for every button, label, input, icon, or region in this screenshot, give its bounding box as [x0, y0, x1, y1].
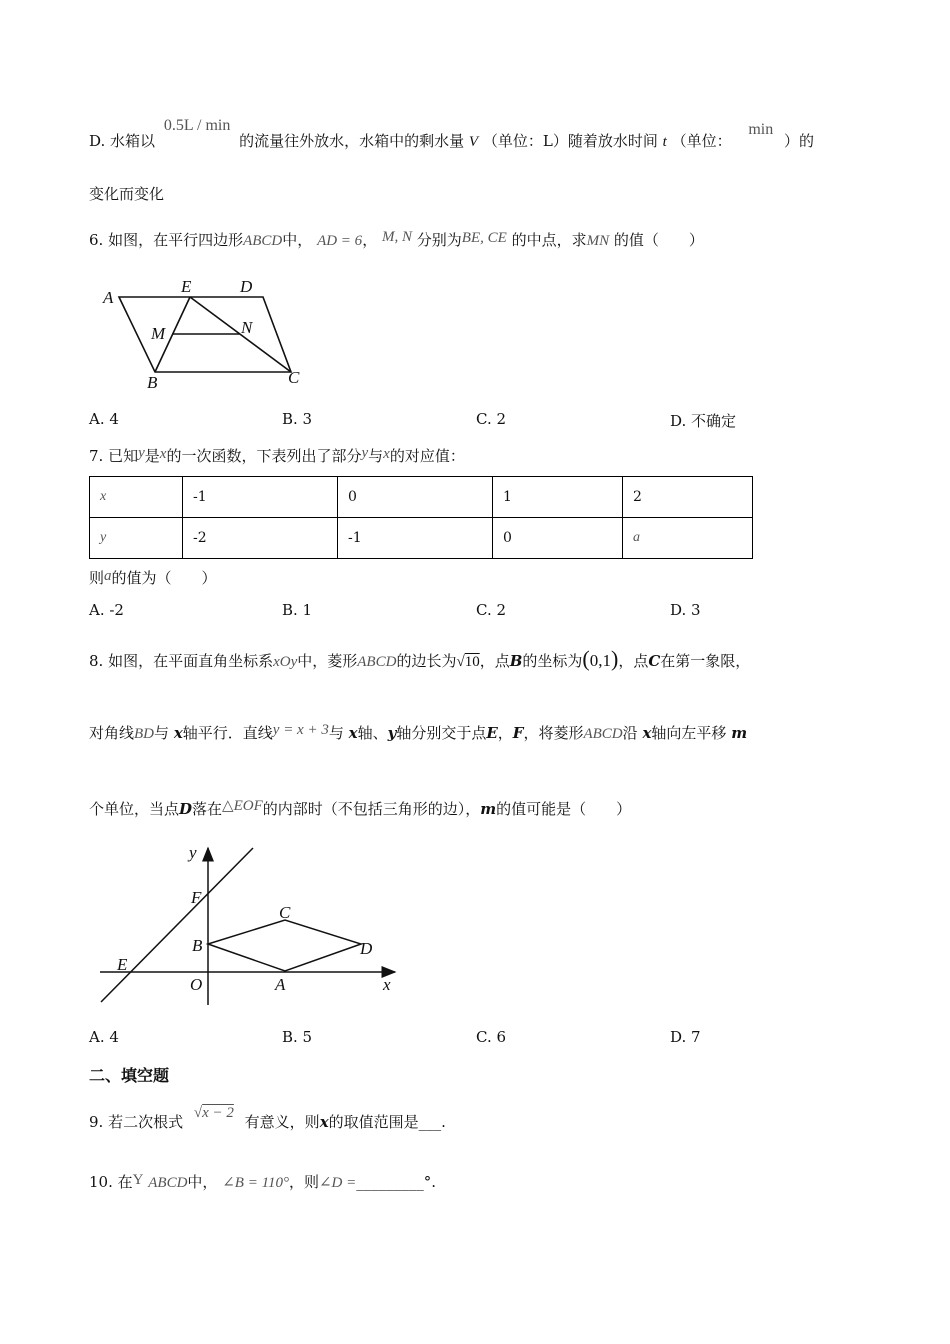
- q5-d-prefix: D. 水箱以: [89, 132, 156, 150]
- q5-d-end: ）的: [784, 132, 815, 150]
- label-n: N: [241, 318, 253, 337]
- q8-option-d[interactable]: D. 7: [670, 1028, 701, 1046]
- q8-l2c: 轴平行．直线: [182, 724, 273, 742]
- q9-stem: [89, 1105, 446, 1132]
- q7-text5: 的对应值：: [389, 447, 465, 465]
- q8-l2b: 与: [154, 724, 170, 742]
- q6-text6: 的值（ ）: [613, 231, 704, 249]
- section-fill-in-blank-title: 二、填空题: [89, 1066, 170, 1085]
- q7-ask: [89, 567, 217, 588]
- label-e: E: [181, 277, 192, 296]
- q5-d-mid: 的流量往外放水，水箱中的剩水量: [239, 132, 465, 150]
- x-cell: -1: [183, 477, 338, 518]
- q8-l2i: 轴向左平移: [651, 724, 727, 742]
- q6-option-d[interactable]: D. 不确定: [670, 412, 737, 430]
- label-d: D: [360, 939, 373, 958]
- unit-min: min: [748, 121, 774, 138]
- q7-y: y: [138, 445, 145, 461]
- q6-option-c[interactable]: C. 2: [476, 410, 507, 428]
- q8-x-2: x: [348, 724, 358, 742]
- label-d: D: [240, 277, 253, 296]
- y-cell: 0: [493, 518, 623, 559]
- q8-l3c: 的内部时（不包括三角形的边），: [262, 800, 481, 818]
- q7-a: a: [104, 568, 112, 584]
- q8-stem-line3: [89, 798, 631, 819]
- var-t: t: [662, 134, 667, 150]
- q7-y-2: y: [361, 445, 369, 461]
- q8-l3d: 的值可能是（ ）: [496, 800, 632, 818]
- sqrt-10-radicand: 10: [464, 654, 480, 670]
- coordinate-b: (0,1): [582, 646, 619, 671]
- rhombus-abcd: [208, 920, 361, 971]
- q8-l2f: 轴分别交于点: [396, 724, 487, 742]
- q6-text1: 6. 如图，在平行四边形: [89, 231, 244, 249]
- q6-mn: MN: [586, 233, 610, 249]
- coordinate-b-value: 0,1: [589, 651, 611, 670]
- q8-triangle-eof: △EOF: [222, 798, 263, 814]
- q9-text2: 有意义，则: [244, 1113, 320, 1131]
- q7-value-table: [89, 476, 753, 559]
- q6-option-b[interactable]: B. 3: [282, 410, 313, 428]
- q8-l3b: 落在: [192, 800, 223, 818]
- q8-l3a: 个单位，当点: [89, 800, 180, 818]
- q7-text2: 是: [144, 447, 160, 465]
- q7-x-2: x: [383, 446, 390, 462]
- label-o: O: [190, 975, 203, 994]
- q6-text4: 分别为: [416, 231, 462, 249]
- q8-abcd-2: ABCD: [583, 726, 623, 742]
- q10-angle-b: ∠B = 110°: [222, 1175, 289, 1191]
- label-c: C: [279, 903, 291, 922]
- y-cell: -2: [183, 518, 338, 559]
- q9-x: x: [319, 1113, 329, 1131]
- q8-xoy: xOy: [273, 654, 298, 670]
- label-a: A: [275, 975, 286, 994]
- q8-l1c: 的边长为: [396, 652, 457, 670]
- q6-abcd: ABCD: [243, 233, 283, 249]
- label-m: M: [151, 324, 166, 343]
- label-e: E: [117, 955, 128, 974]
- q8-x: x: [173, 724, 183, 742]
- label-y-axis: y: [189, 843, 197, 862]
- q8-option-b[interactable]: B. 5: [282, 1028, 313, 1046]
- q6-option-a[interactable]: A. 4: [89, 410, 119, 428]
- answer-blank[interactable]: _________: [356, 1173, 424, 1191]
- q7-text4: 与: [368, 447, 384, 465]
- parallelogram-symbol: Y: [132, 1172, 144, 1188]
- q8-b: B: [509, 652, 523, 670]
- q6-condition: AD = 6: [317, 233, 363, 249]
- q10-text4: °.: [423, 1173, 437, 1191]
- q6-stem: [89, 229, 704, 250]
- q8-bd: BD: [134, 726, 155, 742]
- q6-text5: 的中点，求: [511, 231, 587, 249]
- q8-m: m: [731, 724, 748, 742]
- q7-x: x: [159, 446, 167, 462]
- q5-d-unit-t: （单位：: [671, 132, 732, 150]
- q8-l1e: 的坐标为: [522, 652, 583, 670]
- q10-text3: ，则: [288, 1173, 319, 1191]
- q8-e: E: [486, 724, 498, 742]
- q6-parallelogram-figure: [95, 275, 315, 395]
- line-ef: [101, 848, 253, 1002]
- q10-stem: [89, 1171, 436, 1192]
- q10-abcd: ABCD: [148, 1175, 188, 1191]
- x-cell: 0: [338, 477, 493, 518]
- q8-stem-line1: [89, 646, 750, 672]
- q8-comma: ，: [497, 724, 513, 742]
- q7-text1: 7. 已知: [89, 447, 139, 465]
- q7-option-a[interactable]: A. -2: [89, 601, 124, 619]
- table-row-x: [90, 477, 753, 518]
- var-v: V: [468, 134, 479, 150]
- table-row-y: [90, 518, 753, 559]
- q7-stem: [89, 445, 465, 466]
- q8-l1g: 在第一象限，: [660, 652, 751, 670]
- q5-d-unit-v: （单位：L）随着放水时间: [482, 132, 658, 150]
- q8-abcd: ABCD: [357, 654, 397, 670]
- q10-text2: 中，: [187, 1173, 218, 1191]
- q8-c: C: [648, 652, 661, 670]
- q7-option-c[interactable]: C. 2: [476, 601, 507, 619]
- q7-text3: 的一次函数，下表列出了部分: [166, 447, 362, 465]
- q8-l2d: 与: [328, 724, 344, 742]
- q6-text3: ，: [362, 231, 378, 249]
- q5-option-d-line2: 变化而变化: [89, 185, 165, 203]
- label-b: B: [147, 373, 158, 392]
- q8-l1b: 中，菱形: [297, 652, 358, 670]
- q10-text1: 10. 在: [89, 1173, 133, 1191]
- row-label-x: x: [90, 477, 183, 518]
- sqrt-10: √10: [456, 654, 480, 670]
- q10-angle-d: ∠D =: [318, 1175, 357, 1191]
- q9-radical: √x − 2: [193, 1105, 234, 1121]
- label-c: C: [288, 368, 300, 387]
- label-a: A: [103, 288, 114, 307]
- q8-option-c[interactable]: C. 6: [476, 1028, 507, 1046]
- q7-option-d[interactable]: D. 3: [670, 601, 701, 619]
- q5-option-d-line1: [89, 117, 815, 151]
- flow-rate: 0.5L / min: [163, 117, 231, 134]
- q9-text1: 9. 若二次根式: [89, 1113, 184, 1131]
- q8-l2h: 沿: [622, 724, 638, 742]
- q7-option-b[interactable]: B. 1: [282, 601, 313, 619]
- q8-l2e: 轴、: [357, 724, 388, 742]
- y-cell: -1: [338, 518, 493, 559]
- q8-coordinate-figure: [95, 840, 405, 1010]
- q9-radicand: x − 2: [202, 1105, 234, 1121]
- q6-mn-points: M, N: [381, 229, 412, 245]
- x-cell: 1: [493, 477, 623, 518]
- q7-ask1: 则: [89, 569, 105, 587]
- q8-stem-line2: [89, 722, 747, 743]
- q8-l1f: ，点: [618, 652, 649, 670]
- row-label-y: y: [90, 518, 183, 559]
- q8-y: y: [387, 724, 397, 742]
- q8-f: F: [512, 724, 524, 742]
- label-f: F: [191, 888, 202, 907]
- q6-text2: 中，: [282, 231, 313, 249]
- q7-ask2: 的值为（ ）: [111, 569, 217, 587]
- x-cell: 2: [623, 477, 753, 518]
- q6-segments: BE, CE: [461, 230, 507, 246]
- q8-l2a: 对角线: [89, 724, 135, 742]
- q8-l1d: ，点: [479, 652, 510, 670]
- label-x-axis: x: [383, 975, 391, 994]
- q8-l1a: 8. 如图，在平面直角坐标系: [89, 652, 274, 670]
- y-cell: a: [623, 518, 753, 559]
- q8-l2g: ，将菱形: [523, 724, 584, 742]
- q8-line-equation: y = x + 3: [272, 722, 329, 738]
- label-b: B: [192, 936, 203, 955]
- q8-option-a[interactable]: A. 4: [89, 1028, 119, 1046]
- q9-text3: 的取值范围是___.: [328, 1113, 446, 1131]
- q8-d: D: [179, 800, 193, 818]
- q8-m-2: m: [480, 800, 497, 818]
- q8-x-3: x: [642, 724, 652, 742]
